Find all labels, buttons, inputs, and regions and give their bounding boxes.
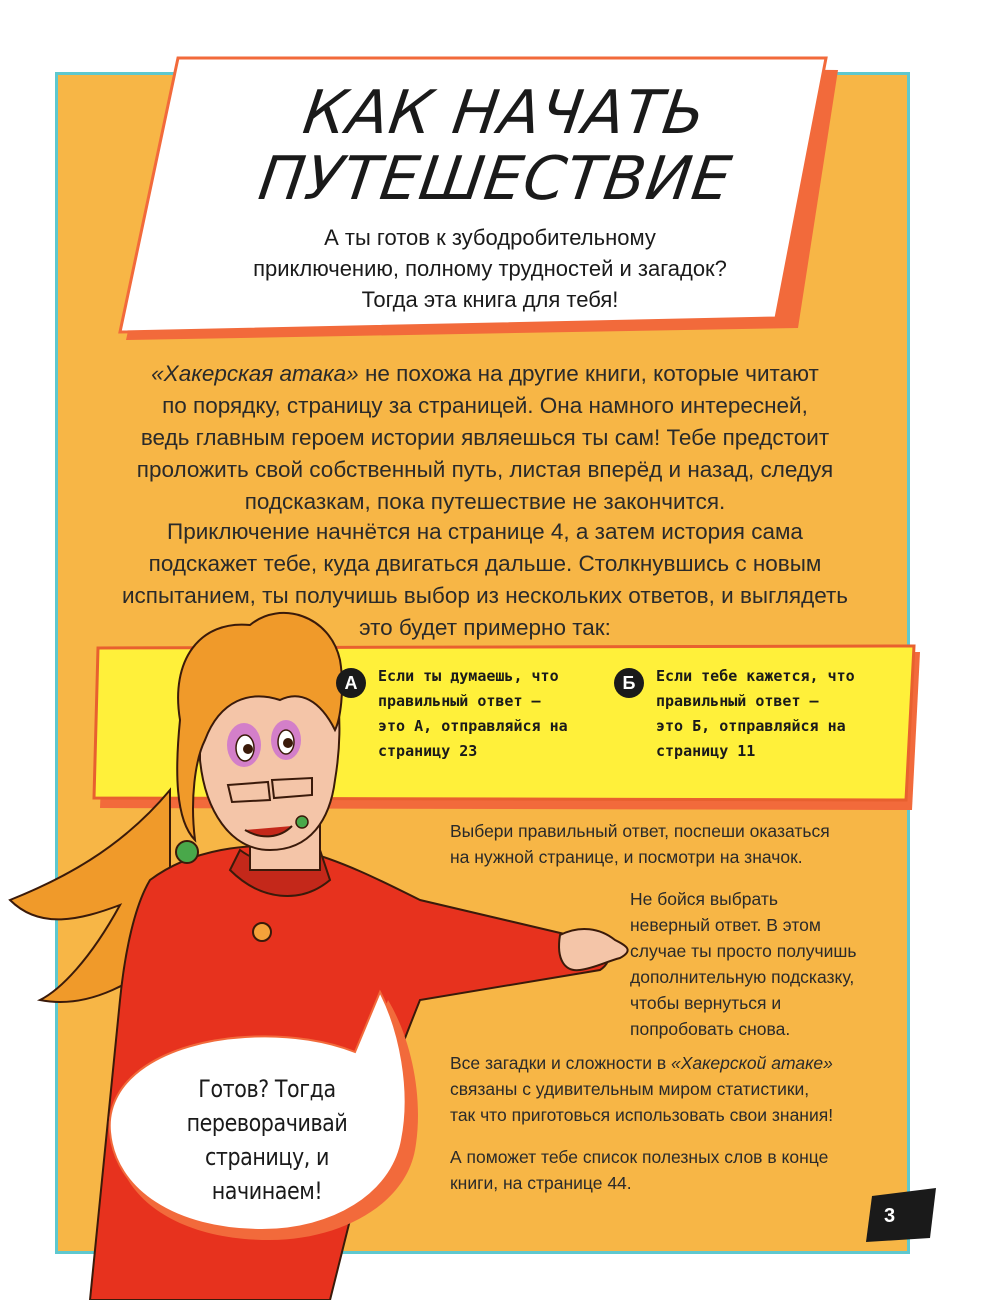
intro-line: по порядку, страницу за страницей. Она намного интересней, [162, 393, 808, 418]
choice-line: правильный ответ — [656, 692, 819, 710]
tip-line: Не бойся выбрать [630, 889, 778, 909]
choice-line: правильный ответ — [378, 692, 541, 710]
subtitle-line-2: приключению, полному трудностей и загадок? [253, 256, 727, 281]
tip-line-prefix: Все загадки и сложности в [450, 1053, 672, 1073]
tip-line: А поможет тебе список полезных слов в конце [450, 1147, 829, 1167]
book-name: «Хакерская атака» [151, 361, 359, 386]
choice-line: Если тебе кажется, что [656, 667, 855, 685]
choice-b-badge: Б [614, 668, 644, 698]
tip-line: чтобы вернуться и [630, 993, 782, 1013]
intro-line: проложить свой собственный путь, листая вперёд и назад, следуя [136, 457, 834, 482]
tip-line: случае ты просто получишь [630, 941, 857, 961]
tip-line: так что приготовься использовать свои знания! [450, 1105, 834, 1125]
title-line-2: ПУТЕШЕСТВИЕ [254, 144, 737, 214]
book-name-inline: «Хакерской атаке» [671, 1053, 833, 1073]
subtitle-line-1: А ты готов к зубодробительному [324, 225, 656, 250]
intro-line: ведь главным героем истории являешься ты сам! Тебе предстоит [140, 425, 830, 450]
intro-line: Приключение начнётся на странице 4, а затем история сама [167, 519, 803, 544]
intro-line: подсказкам, пока путешествие не закончится. [244, 489, 726, 514]
page-number: 3 [884, 1205, 896, 1227]
choice-line: это Б, отправляйся на [656, 717, 846, 735]
choice-line: страницу 11 [656, 742, 756, 760]
bubble-line: Готов? Тогда [198, 1075, 336, 1103]
choice-a-badge: А [336, 668, 366, 698]
bubble-line: переворачивай [186, 1109, 348, 1137]
intro-line: подскажет тебе, куда двигаться дальше. Столкнувшись с новым [148, 551, 822, 576]
tip-line: Выбери правильный ответ, поспеши оказаться [450, 821, 830, 841]
tip-line: неверный ответ. В этом [630, 915, 821, 935]
choice-line: это А, отправляйся на [378, 717, 568, 735]
tip-line: на нужной странице, и посмотри на значок. [450, 847, 803, 867]
tip-line: связаны с удивительным миром статистики, [450, 1079, 810, 1099]
title-line-1: КАК НАЧАТЬ [298, 78, 711, 148]
subtitle-line-3: Тогда эта книга для тебя! [361, 287, 619, 312]
tip-line: попробовать снова. [630, 1019, 791, 1039]
bubble-line: страницу, и начинаем! [204, 1143, 330, 1205]
intro-line: это будет примерно так: [359, 615, 611, 640]
tip-line: дополнительную подсказку, [630, 967, 855, 987]
tip-line: книги, на странице 44. [450, 1173, 632, 1193]
intro-line-rest: не похожа на другие книги, которые читают [358, 361, 819, 386]
intro-line: испытанием, ты получишь выбор из нескольких ответов, и выглядеть [121, 583, 849, 608]
choice-line: Если ты думаешь, что [378, 667, 559, 685]
choice-line: страницу 23 [378, 742, 478, 760]
